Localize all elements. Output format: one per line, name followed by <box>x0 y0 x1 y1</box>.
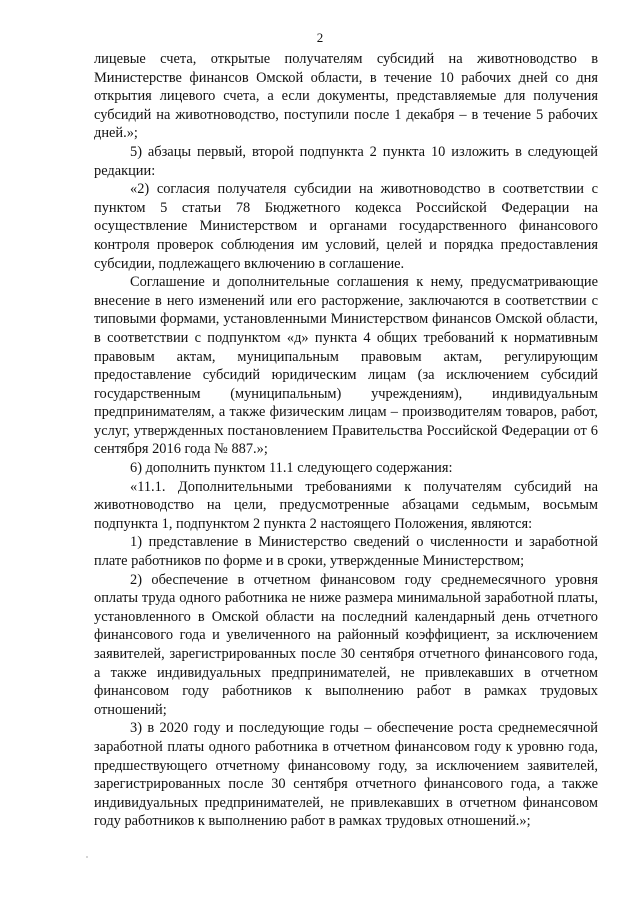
paragraph-item-5: 5) абзацы первый, второй подпункта 2 пункта 10 изложить в следующей редакции: <box>94 143 598 179</box>
paragraph-requirement-3: 3) в 2020 году и последующие годы – обеспечение роста среднемесячной заработной платы одного работника в отчетном финансовом году к уровню года, предшествующего отчетному финансовому году, за исключением заявителей, зарегистрированных после 30 сентября отчетного финансового года, а также индивидуальных предпринимателей, не привлекавших в отчетном финансовом году работников к выполнению работ в рамках трудовых отношений.»; <box>94 720 598 830</box>
scan-speck <box>86 856 88 858</box>
paragraph-requirement-1: 1) представление в Министерство сведений о численности и заработной плате работников по форме и в сроки, утвержденные Министерством; <box>94 534 598 570</box>
page-number: 2 <box>316 30 324 45</box>
paragraph-quote-subitem-2: «2) согласия получателя субсидии на животноводство в соответствии с пунктом 5 статьи 78 Бюджетного кодекса Российской Федерации на осуществление Министерством и органами государственного финансового контроля проверок соблюдения им условий, целей и порядка предоставления субсидии, подлежащего включению в соглашение. <box>94 181 598 272</box>
paragraph-clause-11-1: «11.1. Дополнительными требованиями к получателям субсидий на животноводство на цели, предусмотренные абзацами седьмым, восьмым подпункта 1, подпунктом 2 пункта 2 настоящего Положения, являются: <box>94 478 598 532</box>
paragraph-continuation: лицевые счета, открытые получателям субсидий на животноводство в Министерстве финансов Омской области, в течение 10 рабочих дней со дня открытия лицевого счета, а если документы, представляемые для получения субсидий на животноводство, поступили после 1 декабря – в течение 5 рабочих дней.»; <box>94 51 598 142</box>
paragraph-item-6: 6) дополнить пунктом 11.1 следующего содержания: <box>130 460 453 477</box>
paragraph-requirement-2: 2) обеспечение в отчетном финансовом году среднемесячного уровня оплаты труда одного работника не ниже размера минимальной заработной платы, установленного в Омской области на последний календарный день отчетного финансового года и увеличенного на районный коэффициент, за исключением заявителей, зарегистрированных после 30 сентября отчетного финансового года, а также индивидуальных предпринимателей, не привлекавших в отчетном финансовом году работников к выполнению работ в рамках трудовых отношений; <box>94 571 598 718</box>
paragraph-agreement: Соглашение и дополнительные соглашения к нему, предусматривающие внесение в него изменений или его расторжение, заключаются в соответствии с типовыми формами, установленными Министерством финансов Омской области, в соответствии с подпунктом «д» пункта 4 общих требований к нормативным правовым актам, муниципальным правовым актам, регулирующим предоставление субсидий юридическим лицам (за исключением субсидий государственным (муниципальным) учреждениям), индивидуальным предпринимателям, а также физическим лицам – производителям товаров, работ, услуг, утвержденных постановлением Правительства Российской Федерации от 6 сентября 2016 года № 887.»; <box>94 274 598 458</box>
document-body <box>94 50 598 831</box>
